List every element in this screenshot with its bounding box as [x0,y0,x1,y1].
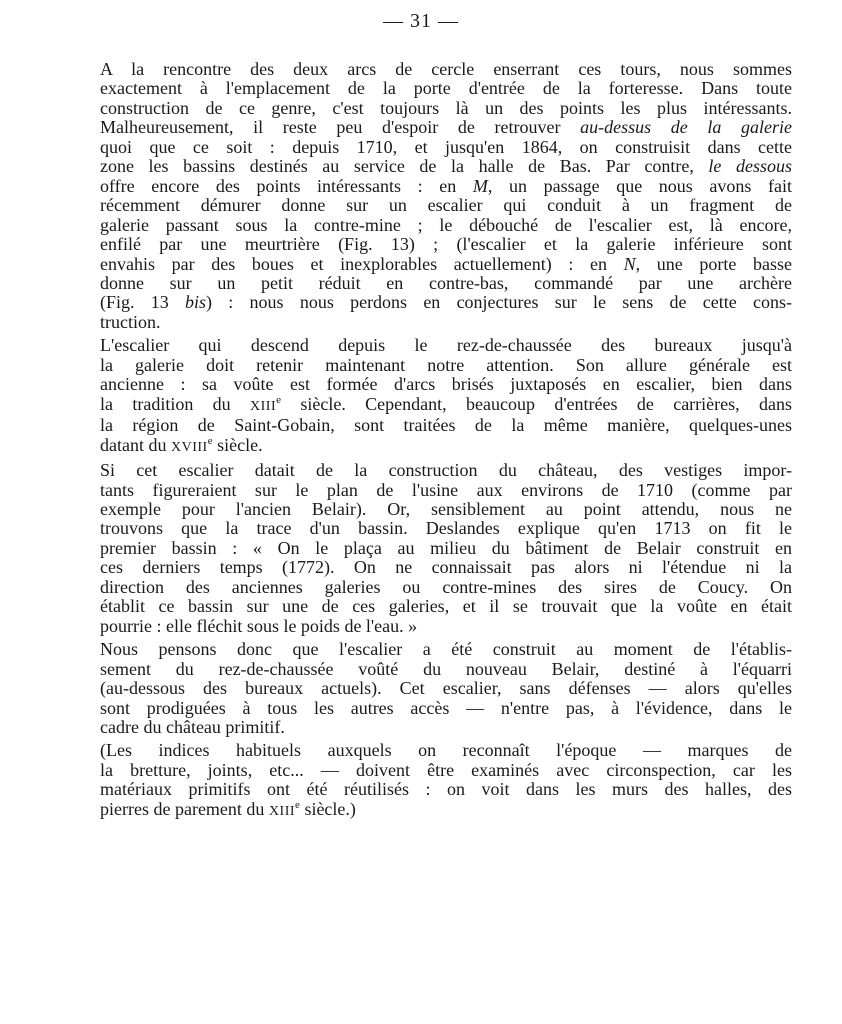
text-line: la région de Saint-Gobain, sont traitées de la même manière, quelques-unes [100,415,792,436]
text-line: matériaux primitifs ont été réutilisés : on voit dans les murs des halles, des [100,779,792,800]
text-line: enfilé par une meurtrière (Fig. 13) ; (l'escalier et la galerie inférieure sont [100,234,792,255]
text-line: sement du rez-de-chaussée voûté du nouveau Belair, destiné à l'équarri [100,658,792,679]
paragraph [50,60,792,332]
text-line: cadre du château primitif. [100,716,285,737]
text-line: galerie passant sous la contre-mine ; le débouché de l'escalier est, là encore, [100,214,792,235]
paragraph [50,336,792,457]
text-line: envahis par des boues et inexplorables actuellement) : en N, une porte basse [100,253,792,274]
text-line: (Les indices habituels auxquels on reconnaît l'époque — marques de [100,740,792,761]
body-text [50,60,792,821]
text-line: L'escalier qui descend depuis le rez-de-chaussée des bureaux jusqu'à [100,335,792,356]
text-line: trouvons que la trace d'un bassin. Deslandes explique qu'en 1713 on fit le [100,518,792,539]
text-line: donne sur un petit réduit en contre-bas, commandé par une archère [100,272,792,293]
text-line: truction. [100,311,161,332]
text-line: exemple pour l'ancien Belair). Or, sensiblement au point attendu, nous ne [100,498,792,519]
paragraph [50,640,792,737]
text-line: (Fig. 13 bis) : nous nous perdons en conjectures sur le sens de cette cons- [100,292,792,313]
text-line: sont prodiguées à tous les autres accès — n'entre pas, à l'évidence, dans le [100,697,792,718]
text-line: Malheureusement, il reste peu d'espoir de retrouver au-dessus de la galerie [100,117,792,138]
text-line: Si cet escalier datait de la construction du château, des vestiges impor- [100,460,792,481]
text-line: premier bassin : « On le plaça au milieu du bâtiment de Belair construit en [100,537,792,558]
text-line: établit ce bassin sur une de ces galeries, et il se trouvait que la voûte en était [100,596,792,617]
text-line: offre encore des points intéressants : en M, un passage que nous avons fait [100,175,792,196]
text-line: quoi que ce soit : depuis 1710, et jusqu'en 1864, on construisit dans cette [100,136,792,157]
text-line: la bretture, joints, etc... — doivent être examinés avec circonspection, car les [100,759,792,780]
paragraph [50,741,792,821]
text-line: récemment démurer donne sur un escalier qui conduit à un fragment de [100,195,792,216]
text-line: (au-dessous des bureaux actuels). Cet escalier, sans défenses — alors qu'elles [100,678,792,699]
text-line: la galerie doit retenir maintenant notre attention. Son allure générale est [100,354,792,375]
text-line: pierres de parement du XIIIe siècle.) [100,798,356,819]
text-line: pourrie : elle fléchit sous le poids de l'eau. » [100,615,418,636]
text-line: datant du XVIIIe siècle. [100,434,263,455]
text-line: tants figureraient sur le plan de l'usine aux environs de 1710 (comme par [100,479,792,500]
page-number: — 31 — [383,10,459,32]
text-line: la tradition du XIIIe siècle. Cependant, beaucoup d'entrées de carrières, dans [100,393,792,414]
text-line: zone les bassins destinés au service de la halle de Bas. Par contre, le dessous [100,156,792,177]
text-line: A la rencontre des deux arcs de cercle enserrant ces tours, nous sommes [100,59,792,79]
text-line: direction des anciennes galeries ou contre-mines des sires de Coucy. On [100,576,792,597]
text-line: exactement à l'emplacement de la porte d'entrée de la forteresse. Dans toute [100,78,792,99]
paragraph [50,461,792,636]
text-line: ces derniers temps (1772). On ne connaissait pas alors ni l'étendue ni la [100,557,792,578]
text-line: ancienne : sa voûte est formée d'arcs brisés juxtaposés en escalier, bien dans [100,374,792,395]
text-line: Nous pensons donc que l'escalier a été construit au moment de l'établis- [100,639,792,660]
text-line: construction de ce genre, c'est toujours là un des points les plus intéressants. [100,97,792,118]
